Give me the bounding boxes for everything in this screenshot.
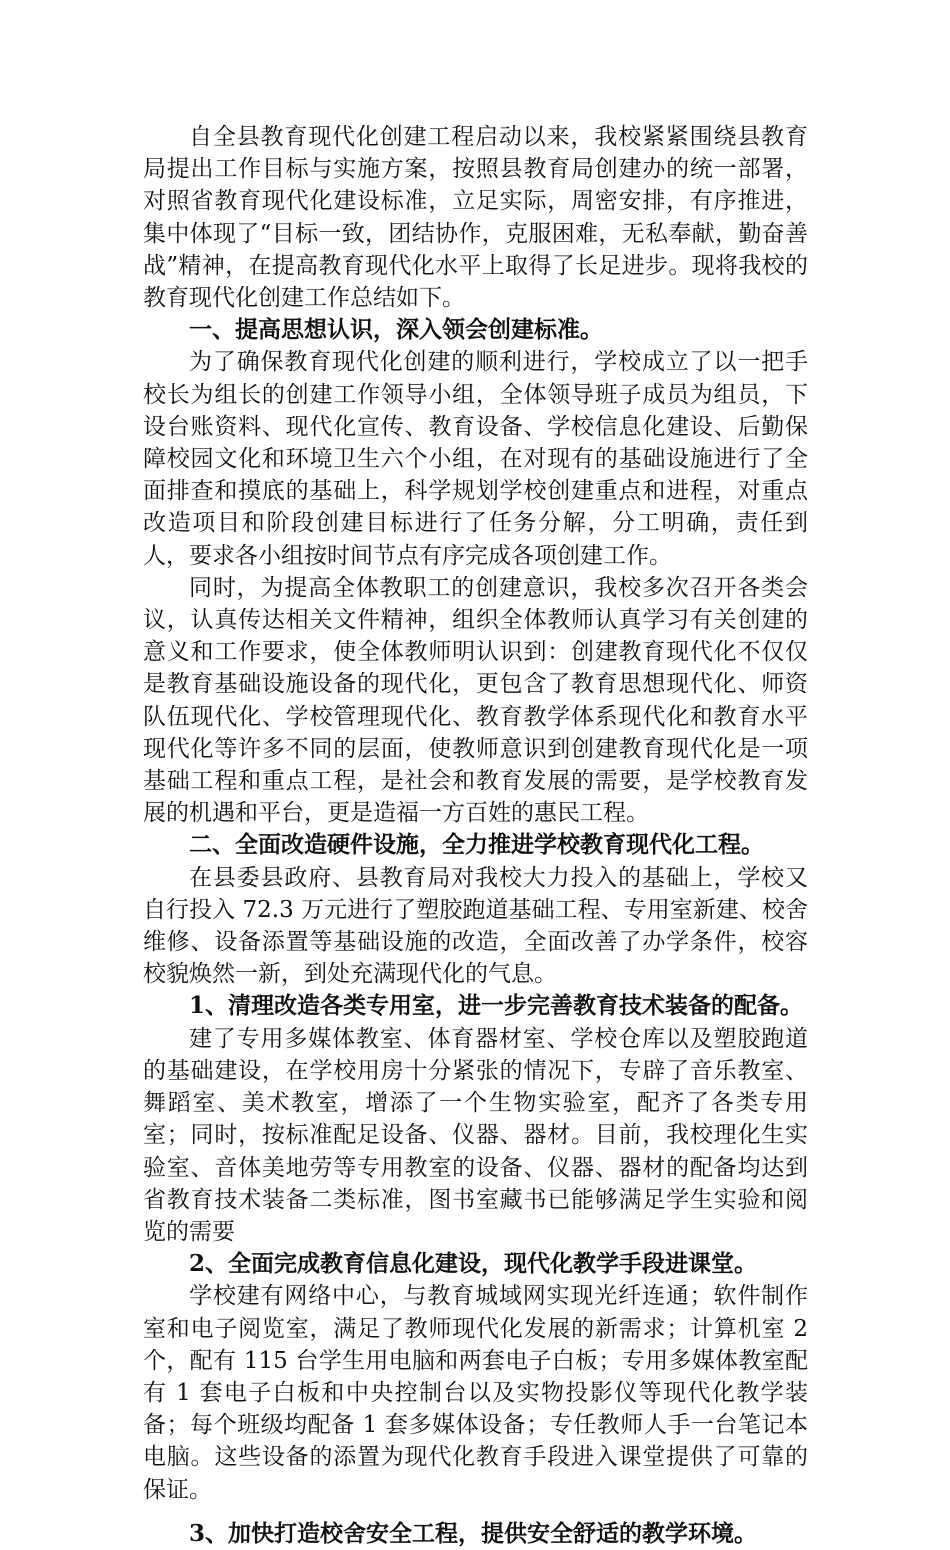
intro-paragraph: 自全县教育现代化创建工程启动以来，我校紧紧围绕县教育局提出工作目标与实施方案，按照县教育局创建办的统一部署，对照省教育现代化建设标准，立足实际，周密安排，有序推进，集中体现了“目标一致，团结协作，克服困难，无私奉献，勤奋善战”精神，在提高教育现代化水平上取得了长足进步。现将我校的教育现代化创建工作总结如下。 xyxy=(143,124,808,312)
section-heading-2: 二、全面改造硬件设施，全力推进学校教育现代化工程。 xyxy=(189,831,764,859)
body-paragraph: 建了专用多媒体教室、体育器材室、学校仓库以及塑胶跑道的基础建设，在学校用房十分紧张的情况下，专辟了音乐教室、舞蹈室、美术教室，增添了一个生物实验室，配齐了各类专用室；同时，按标准配足设备、仪器、器材。目前，我校理化生实验室、音体美地劳等专用教室的设备、仪器、器材的配备均达到省教育技术装备二类标准，图书室藏书已能够满足学生实验和阅览的需要 xyxy=(143,1025,808,1245)
section-heading-1: 一、提高思想认识，深入领会创建标准。 xyxy=(189,316,603,344)
document-page xyxy=(143,121,808,1550)
subsection-heading-1: 1、清理改造各类专用室，进一步完善教育技术装备的配备。 xyxy=(189,992,804,1020)
subsection-heading-2: 2、全面完成教育信息化建设，现代化教学手段进课堂。 xyxy=(189,1250,758,1278)
body-paragraph: 为了确保教育现代化创建的顺利进行，学校成立了以一把手校长为组长的创建工作领导小组，全体领导班子成员为组员，下设台账资料、现代化宣传、教育设备、学校信息化建设、后勤保障校园文化和环境卫生六个小组，在对现有的基础设施进行了全面排查和摸底的基础上，科学规划学校创建重点和进程，对重点改造项目和阶段创建目标进行了任务分解，分工明确，责任到人，要求各小组按时间节点有序完成各项创建工作。 xyxy=(143,349,808,569)
body-paragraph: 在县委县政府、县教育局对我校大力投入的基础上，学校又自行投入 72.3 万元进行了塑胶跑道基础工程、专用室新建、校舍维修、设备添置等基础设施的改造，全面改善了办学条件，校容校貌焕然一新，到处充满现代化的气息。 xyxy=(143,864,808,988)
body-paragraph: 学校建有网络中心，与教育城域网实现光纤连通；软件制作室和电子阅览室，满足了教师现代化发展的新需求；计算机室 2 个，配有 115 台学生用电脑和两套电子白板；专用多媒体教室配有 1 套电子白板和中央控制台以及实物投影仪等现代化教学装备；每个班级均配备 1 套多媒体设备；专任教师人手一台笔记本电脑。这些设备的添置为现代化教育手段进入课堂提供了可靠的保证。 xyxy=(143,1283,808,1503)
body-paragraph: 同时，为提高全体教职工的创建意识，我校多次召开各类会议，认真传达相关文件精神，组织全体教师认真学习有关创建的意义和工作要求，使全体教师明认识到：创建教育现代化不仅仅是教育基础设施设备的现代化，更包含了教育思想现代化、师资队伍现代化、学校管理现代化、教育教学体系现代化和教育水平现代化等许多不同的层面，使教师意识到创建教育现代化是一项基础工程和重点工程，是社会和教育发展的需要，是学校教育发展的机遇和平台，更是造福一方百姓的惠民工程。 xyxy=(143,574,808,827)
subsection-heading-3: 3、加快打造校舍安全工程，提供安全舒适的教学环境。 xyxy=(189,1519,758,1547)
